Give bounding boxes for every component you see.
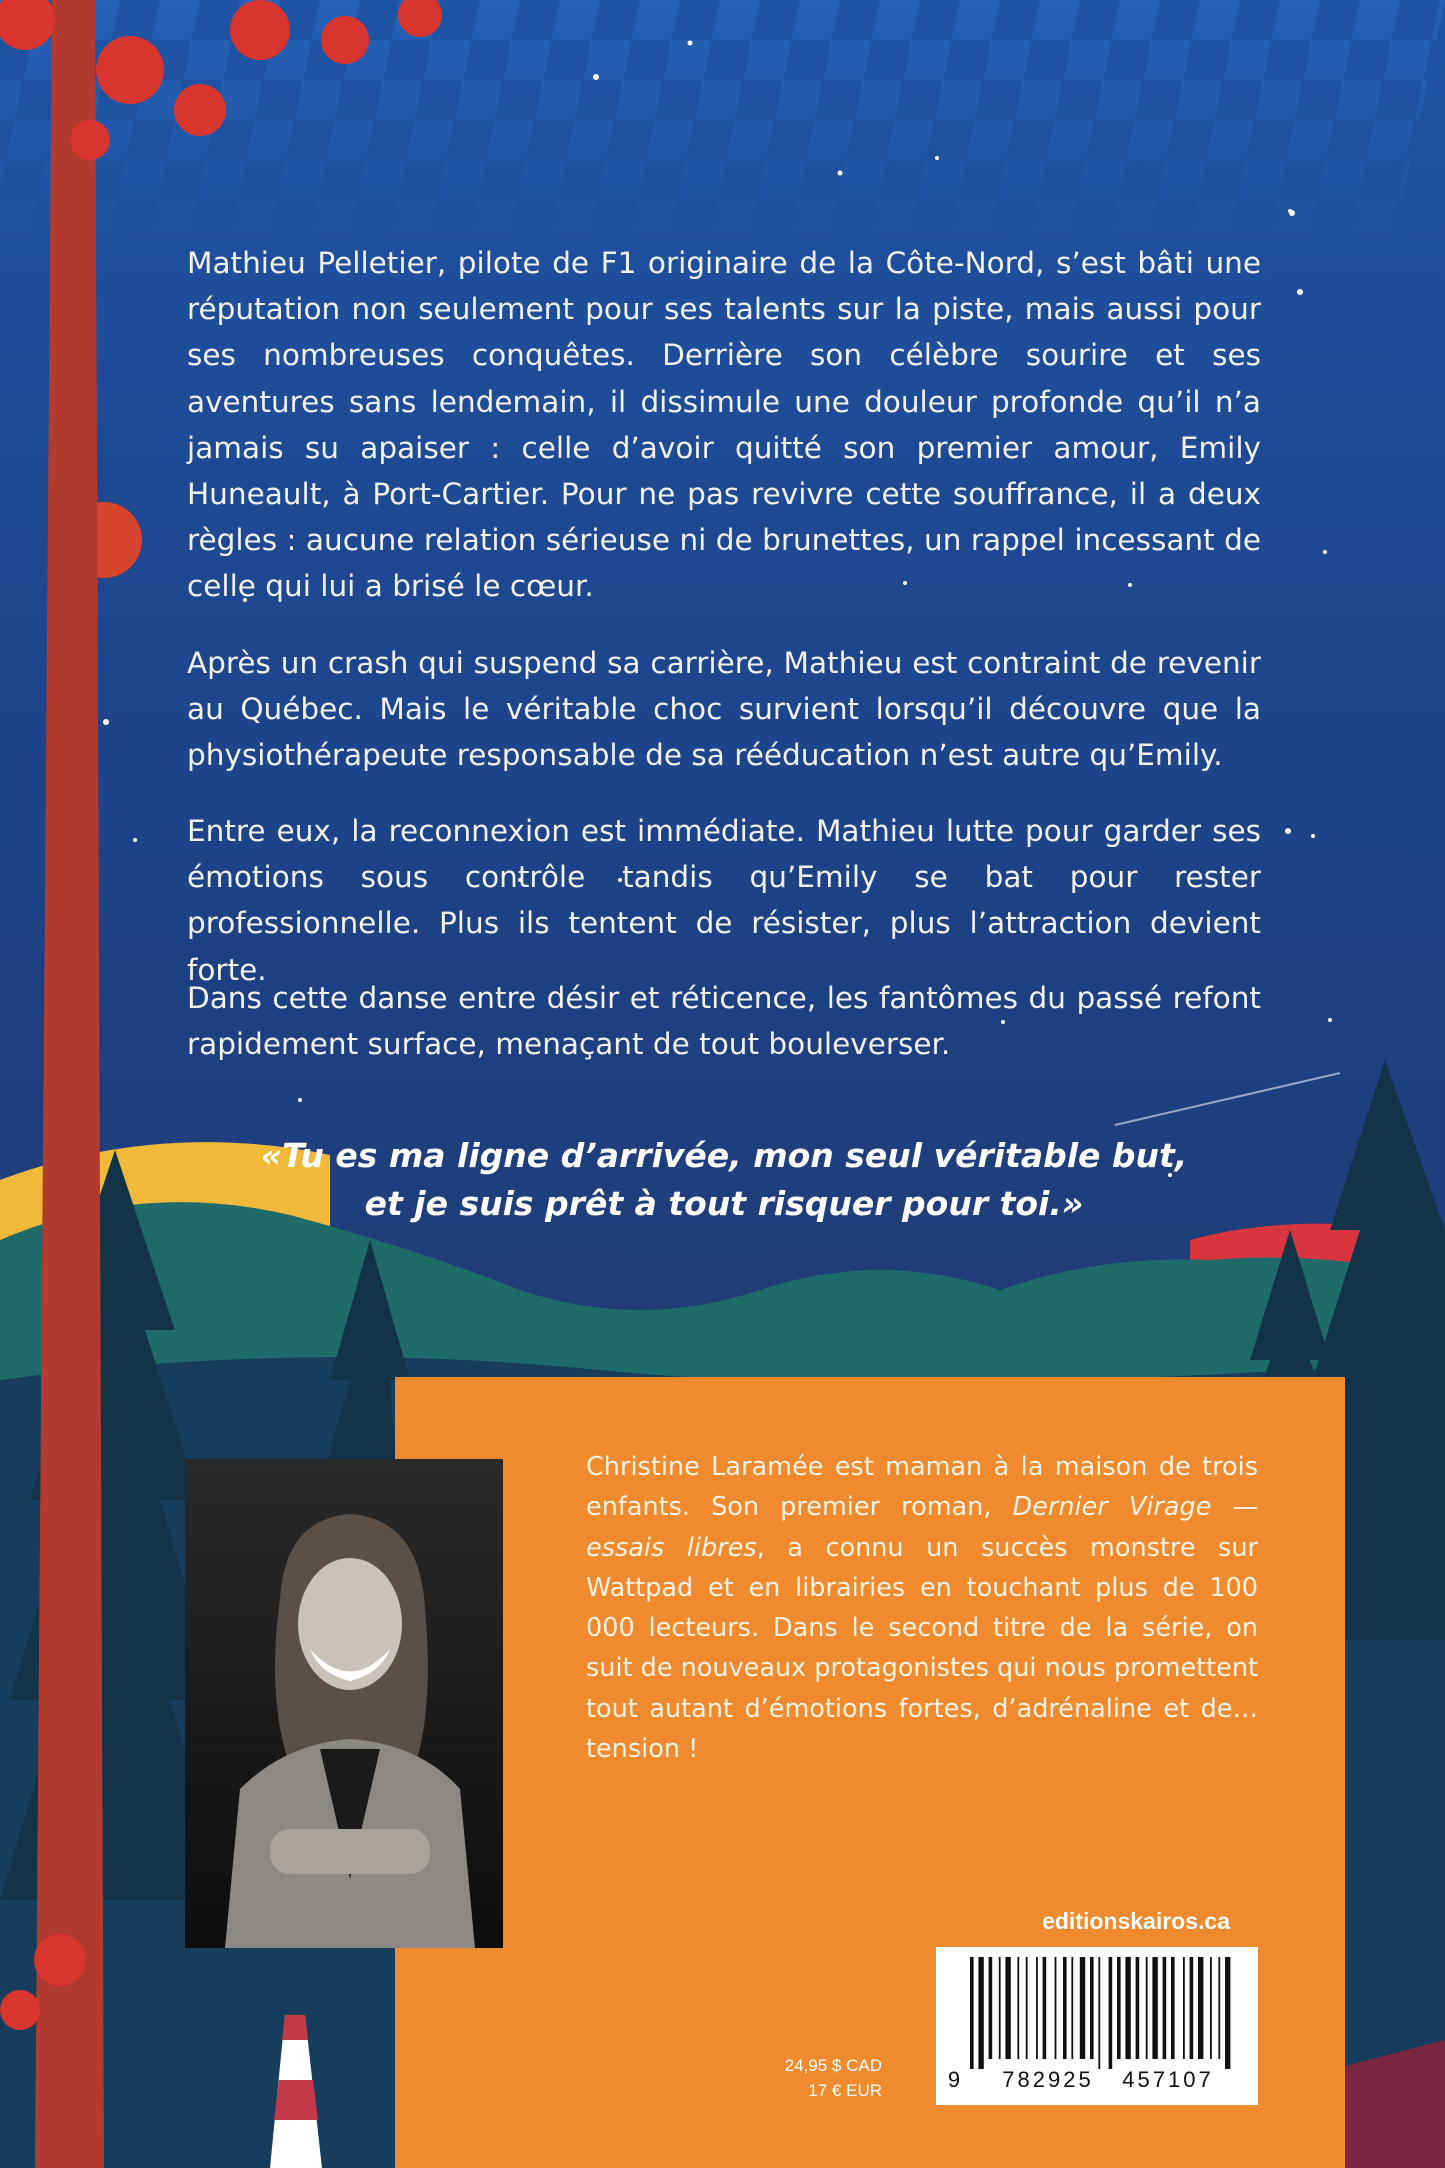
book-quote <box>187 1132 1261 1228</box>
summary-paragraph-2: Après un crash qui suspend sa carrière, Mathieu est contraint de revenir au Québec. Mais le véritable choc survient lorsqu’il découvre que la physiothérapeute responsable de sa rééducation n’est autre qu’Emily. <box>187 646 1261 773</box>
book-summary-4 <box>187 975 1261 1067</box>
barcode-bar <box>989 1957 993 2059</box>
barcode-bar <box>1055 1957 1057 2059</box>
summary-paragraph-1: Mathieu Pelletier, pilote de F1 originaire de la Côte-Nord, s’est bâti une réputation non seulement pour ses talents sur la piste, mais aussi pour ses nombreuses conquêtes. Derrière son célèbre sourire et ses aventures sans lendemain, il dissimule une douleur profonde qu’il n’a jamais su apaiser : celle d’avoir quitté son premier amour, Emily Huneault, à Port-Cartier. Pour ne pas revivre cette souffrance, il a deux règles : aucune relation sérieuse ni de brunettes, un rappel incessant de celle qui lui a brisé le cœur. <box>187 246 1261 604</box>
barcode-bar <box>1190 1957 1194 2059</box>
author-portrait-icon <box>185 1459 503 1948</box>
barcode-bar <box>1146 1957 1148 2059</box>
barcode-bar <box>1183 1957 1185 2059</box>
barcode-bar <box>970 1957 974 2069</box>
book-summary <box>187 240 1261 610</box>
barcode-bar <box>1117 1957 1121 2059</box>
barcode-bar <box>1017 1957 1019 2059</box>
author-bio-text <box>586 1447 1258 1769</box>
barcode-bar <box>1080 1957 1085 2059</box>
barcode-bar <box>1005 1957 1010 2059</box>
isbn-barcode <box>936 1947 1258 2105</box>
price-cad: 24,95 $ CAD <box>784 2056 882 2075</box>
barcode-icon <box>936 1947 1258 2105</box>
barcode-bar <box>1210 1957 1212 2059</box>
barcode-bar <box>1026 1957 1028 2059</box>
isbn-digit-first: 9 <box>947 2067 961 2092</box>
barcode-bars <box>970 1957 1230 2069</box>
isbn-digits-left: 782925 <box>1002 2067 1094 2092</box>
barcode-bar <box>1225 1957 1230 2069</box>
barcode-bar <box>1063 1957 1067 2059</box>
barcode-bar <box>1152 1957 1157 2059</box>
price-eur: 17 € EUR <box>808 2081 882 2100</box>
publisher-website[interactable]: editionskairos.ca <box>1042 1908 1230 1934</box>
barcode-bar <box>1218 1957 1220 2059</box>
summary-paragraph-3: Entre eux, la reconnexion est immédiate. Mathieu lutte pour garder ses émotions sous contrôle tandis qu’Emily se bat pour rester professionnelle. Plus ils tentent de résister, plus l’attraction devient forte. <box>187 814 1261 987</box>
summary-paragraph-4: Dans cette danse entre désir et réticence, les fantômes du passé refont rapidement surface, menaçant de tout bouleverser. <box>187 981 1261 1062</box>
barcode-bar <box>1090 1957 1094 2059</box>
barcode-bar <box>1125 1957 1130 2059</box>
barcode-bar <box>1036 1957 1038 2059</box>
barcode-bar <box>1136 1957 1140 2059</box>
author-bio-part-2: , a connu un succès monstre sur Wattpad et en librairies en touchant plus de 100 000 lecteurs. Dans le second titre de la série, on suit de nouveaux protagonistes qui nous promettent tout autant d’émotions fortes, d’adrénaline et de… tension ! <box>586 1532 1258 1765</box>
checkered-flag-sky <box>0 0 1445 260</box>
barcode-bar <box>1163 1957 1167 2059</box>
barcode-bar <box>1098 1957 1100 2069</box>
barcode-bar <box>1109 1957 1113 2069</box>
barcode-bar <box>999 1957 1001 2059</box>
quote-line-1: «Tu es ma ligne d’arrivée, mon seul véritable but, <box>260 1136 1188 1175</box>
barcode-bar <box>1171 1957 1175 2059</box>
isbn-digits-right: 457107 <box>1122 2067 1214 2092</box>
author-bio <box>586 1447 1258 1769</box>
book-summary-3 <box>187 808 1261 993</box>
quote-line-2: et je suis prêt à tout risquer pour toi.» <box>364 1184 1084 1223</box>
book-summary-2 <box>187 640 1261 779</box>
first-novel-title: Dernier Virage — essais libres <box>586 1492 1259 1563</box>
barcode-bar <box>978 1957 983 2069</box>
barcode-bar <box>1043 1957 1047 2059</box>
barcode-bar <box>1071 1957 1073 2059</box>
author-bio-part-1: Christine Laramée est maman à la maison de trois enfants. Son premier roman, <box>586 1452 1258 1523</box>
author-photo <box>185 1459 503 1948</box>
barcode-bar <box>1198 1957 1203 2059</box>
